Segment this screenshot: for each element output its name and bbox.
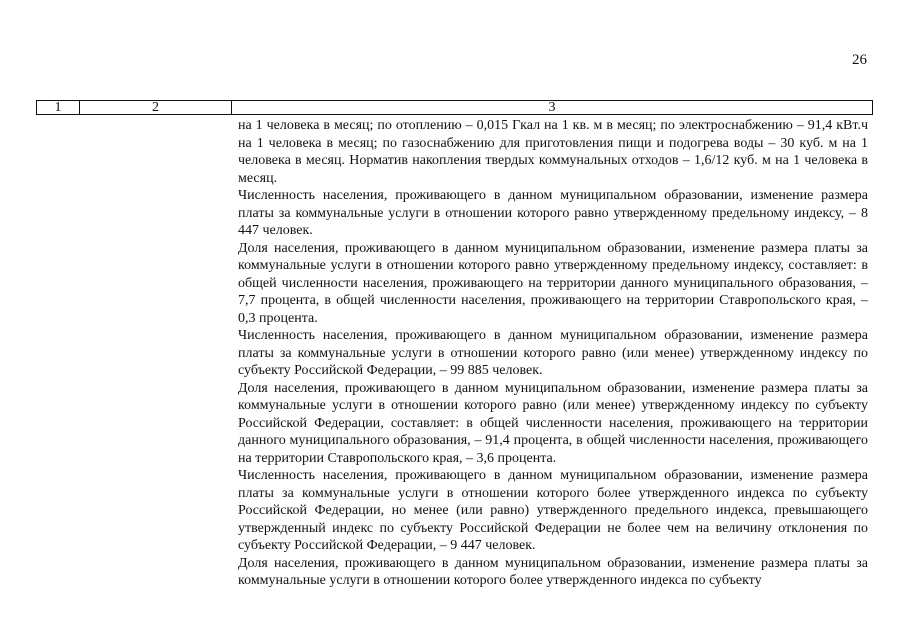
paragraph-population-above-index: Численность населения, проживающего в данном муниципальном образовании, изменение размера платы за коммунальные услуги в отношении которого более утвержденного индекса по субъекту Российской Федерации, но менее (или равно) утвержденного предельного индекса, превышающего утвержденный индекс по субъекту Российской Федерации не более чем на величину отклонения по субъекту Российской Федерации, – 9 447 человек. bbox=[238, 468, 868, 553]
paragraph-share-equal-limit: Доля населения, проживающего в данном муниципальном образовании, изменение размера платы за коммунальные услуги в отношении которого равно утвержденному предельному индексу, составляет: в общей численности населения, проживающего на территории данного муниципального образования, – 7,7 процента, в общей численности населения, проживающего на территории Ставропольского края, – 0,3 процента. bbox=[238, 240, 868, 326]
column-header-1: 1 bbox=[37, 101, 80, 115]
column-header-3: 3 bbox=[232, 101, 873, 115]
paragraph-norms: на 1 человека в месяц; по отоплению – 0,015 Гкал на 1 кв. м в месяц; по электроснабжению – 91,4 кВт.ч на 1 человека в месяц; по газоснабжению для приготовления пищи и подогрева воды – 30 куб. м на 1 человека в месяц. Норматив накопления твердых коммунальных отходов – 1,6/12 куб. м на 1 человека в месяц. bbox=[238, 118, 868, 186]
column-header-table bbox=[36, 100, 873, 115]
column-header-2: 2 bbox=[80, 101, 232, 115]
paragraph-population-equal-or-less-index: Численность населения, проживающего в данном муниципальном образовании, изменение размера платы за коммунальные услуги в отношении которого равно (или менее) утвержденному индексу по субъекту Российской Федерации, – 99 885 человек. bbox=[238, 328, 868, 378]
column-3-text bbox=[238, 117, 868, 590]
paragraph-share-equal-or-less-index: Доля населения, проживающего в данном муниципальном образовании, изменение размера платы за коммунальные услуги в отношении которого равно (или менее) утвержденному индексу по субъекту Российской Федерации, составляет: в общей численности населения, проживающего на территории данного муниципального образования, – 91,4 процента, в общей численности населения, проживающего на территории Ставропольского края, – 3,6 процента. bbox=[238, 380, 868, 466]
column-header-row bbox=[37, 101, 873, 115]
page-number: 26 bbox=[852, 52, 867, 68]
paragraph-population-equal-limit: Численность населения, проживающего в данном муниципальном образовании, изменение размера платы за коммунальные услуги в отношении которого равно утвержденному предельному индексу, – 8 447 человек. bbox=[238, 188, 868, 238]
paragraph-share-above-index: Доля населения, проживающего в данном муниципальном образовании, изменение размера платы за коммунальные услуги в отношении которого более утвержденного индекса по субъекту bbox=[238, 555, 868, 588]
